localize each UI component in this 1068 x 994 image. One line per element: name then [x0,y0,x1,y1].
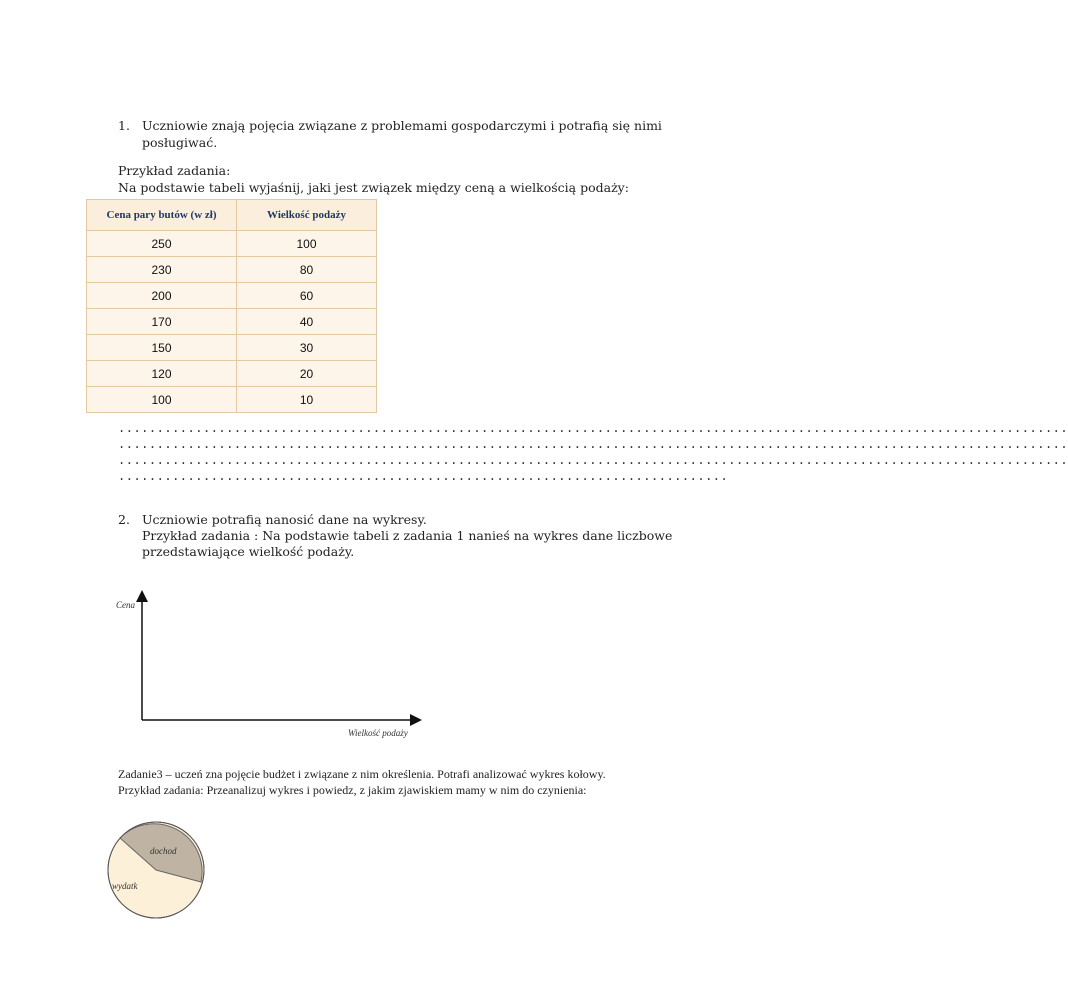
item-1-line1: Uczniowie znają pojęcia związane z problemami gospodarczymi i potrafią się nimi [142,118,662,133]
supply-cell: 10 [237,387,377,413]
pie-label-dochod: dochod [150,846,177,856]
supply-cell: 30 [237,335,377,361]
item-number-2: 2. [118,512,130,527]
pie-label-wydatk: wydatk [112,881,138,891]
answer-line: ............................................................................... [118,469,729,483]
budget-pie-chart [104,818,208,922]
item-number-1: 1. [118,118,130,133]
example-label: Przykład zadania: [118,163,231,178]
price-cell: 120 [87,361,237,387]
item-2-line2: Przykład zadania : Na podstawie tabeli z zadania 1 nanieś na wykres dane liczbowe [142,528,673,543]
supply-cell: 80 [237,257,377,283]
answer-line: ........................................................................................................................... [118,421,1068,435]
x-axis-label: Wielkość podaży [348,728,408,738]
supply-cell: 40 [237,309,377,335]
answer-line: ........................................................................................................................... [118,437,1068,451]
supply-cell: 20 [237,361,377,387]
task3-line2: Przykład zadania: Przeanalizuj wykres i powiedz, z jakim zjawiskiem mamy w nim do czynienia: [118,783,587,797]
price-cell: 230 [87,257,237,283]
item-1-line2: posługiwać. [142,135,218,150]
price-cell: 250 [87,231,237,257]
price-cell: 170 [87,309,237,335]
supply-cell: 100 [237,231,377,257]
header-supply: Wielkość podaży [237,200,377,231]
price-cell: 200 [87,283,237,309]
task3-line1: Zadanie3 – uczeń zna pojęcie budżet i związane z nim określenia. Potrafi analizować wykres kołowy. [118,767,606,781]
item-2-line3: przedstawiające wielkość podaży. [142,544,355,559]
price-cell: 150 [87,335,237,361]
supply-cell: 60 [237,283,377,309]
price-cell: 100 [87,387,237,413]
task-text: Na podstawie tabeli wyjaśnij, jaki jest związek między ceną a wielkością podaży: [118,180,629,195]
header-price: Cena pary butów (w zł) [87,200,237,231]
y-axis-label: Cena [116,600,135,610]
answer-line: ........................................................................................................................... [118,453,1068,467]
item-2-line1: Uczniowie potrafią nanosić dane na wykresy. [142,512,427,527]
